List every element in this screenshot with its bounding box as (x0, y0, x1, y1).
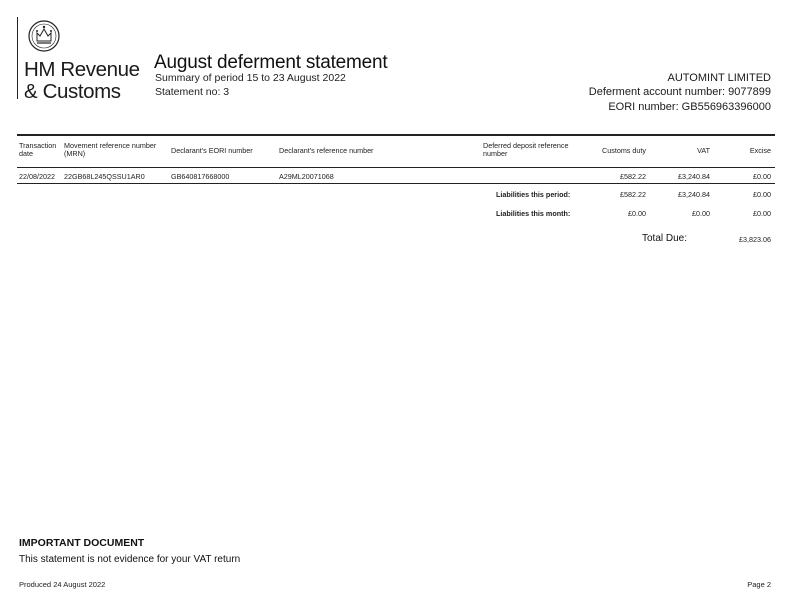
header-bottom-rule (17, 167, 775, 168)
produced-date: Produced 24 August 2022 (19, 580, 106, 589)
logo-text-line2: & Customs (24, 80, 121, 103)
row-mrn: 22GB68L245QSSU1AR0 (64, 172, 145, 181)
important-note: This statement is not evidence for your VAT return (19, 554, 241, 565)
total-due-value: £3,823.06 (739, 235, 771, 244)
header-transaction-date: Transaction date (19, 141, 57, 159)
header-customs-duty: Customs duty (602, 146, 646, 155)
table-top-rule (17, 134, 775, 136)
page-number: Page 2 (747, 580, 771, 589)
header-vat: VAT (697, 146, 710, 155)
row-declarant-reference: A29ML20071068 (279, 172, 334, 181)
liabilities-month-label: Liabilities this month: (496, 209, 571, 218)
liabilities-month-vat: £0.00 (692, 209, 710, 218)
row-bottom-rule (17, 183, 775, 184)
liabilities-period-label: Liabilities this period: (496, 190, 571, 199)
deferment-account-number: Deferment account number: 9077899 (588, 86, 771, 98)
liabilities-period-vat: £3,240.84 (678, 190, 710, 199)
liabilities-month-excise: £0.00 (753, 209, 771, 218)
liabilities-period-excise: £0.00 (753, 190, 771, 199)
liabilities-period-customs: £582.22 (620, 190, 646, 199)
row-excise: £0.00 (753, 172, 771, 181)
logo-divider (17, 17, 18, 99)
royal-crest-icon (26, 18, 62, 54)
header-declarant-reference: Declarant's reference number (279, 146, 374, 155)
header-declarant-eori: Declarant's EORI number (171, 146, 253, 155)
row-customs-duty: £582.22 (620, 172, 646, 181)
statement-title: August deferment statement (154, 52, 388, 73)
liabilities-month-customs: £0.00 (628, 209, 646, 218)
row-declarant-eori: GB640817668000 (171, 172, 230, 181)
eori-number: EORI number: GB556963396000 (608, 101, 771, 113)
company-name: AUTOMINT LIMITED (667, 72, 771, 84)
header-mrn: Movement reference number (MRN) (64, 141, 157, 159)
total-due-label: Total Due: (642, 233, 688, 244)
row-transaction-date: 22/08/2022 (19, 172, 55, 181)
logo-text-line1: HM Revenue (24, 58, 140, 81)
row-vat: £3,240.84 (678, 172, 710, 181)
statement-summary: Summary of period 15 to 23 August 2022 (155, 72, 346, 84)
statement-number: Statement no: 3 (155, 86, 230, 98)
header-excise: Excise (749, 146, 771, 155)
header-deferred-deposit-reference: Deferred deposit reference number (483, 141, 569, 159)
important-heading: IMPORTANT DOCUMENT (19, 537, 145, 549)
